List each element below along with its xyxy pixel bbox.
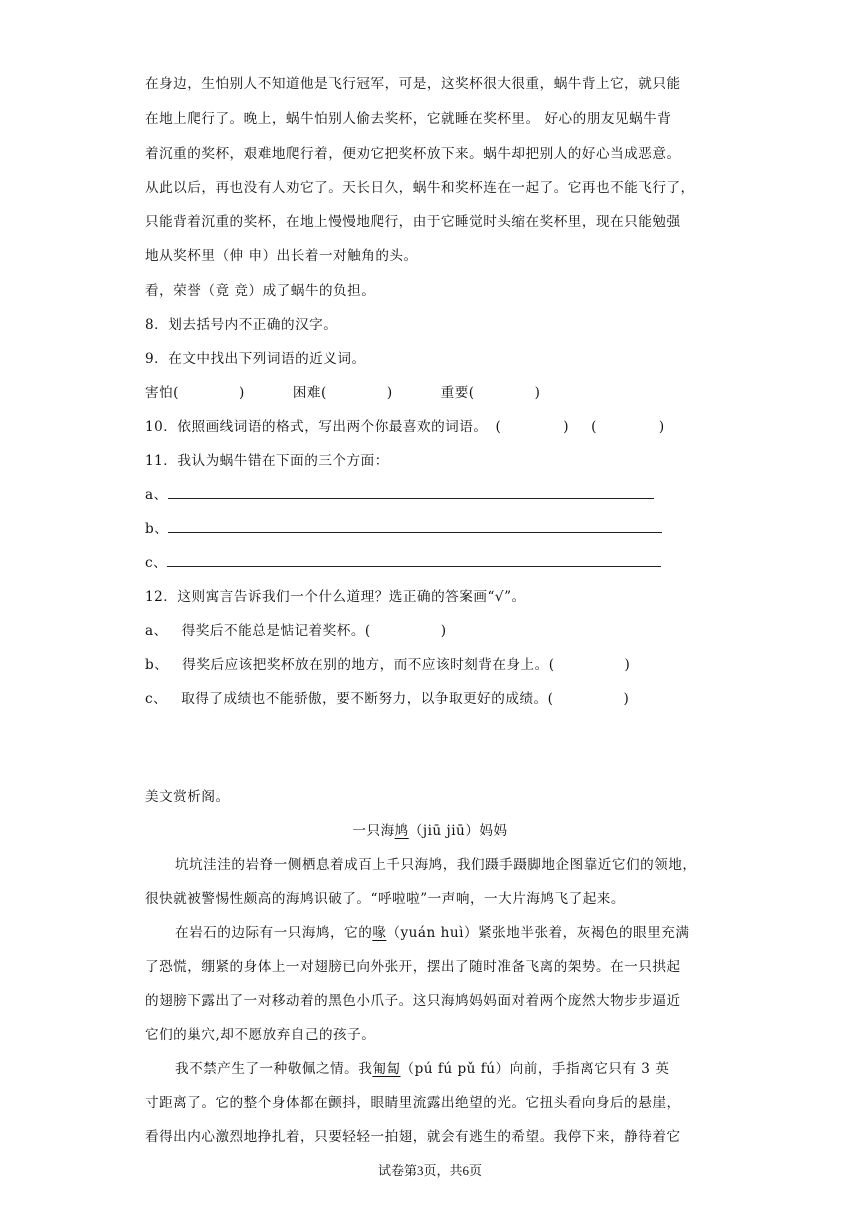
article-line: 在岩石的边际有一只海鸠，它的喙（yuán huì）紧张地半张着，灰褐色的眼里充满 xyxy=(175,925,690,941)
question-9: 9．在文中找出下列词语的近义词。 xyxy=(145,351,366,367)
article-line: 看得出内心激烈地挣扎着，只要轻轻一拍翅，就会有逃生的希望。我停下来，静待着它 xyxy=(145,1129,681,1145)
question-10: 10．依照画线词语的格式，写出两个你最喜欢的词语。 ( ) ( ) xyxy=(145,419,665,435)
q9-answer-row: 害怕( ) 困难( ) 重要( ) xyxy=(145,385,541,401)
passage-line: 地从奖杯里（伸 申）出长着一对触角的头。 xyxy=(145,248,418,264)
article-title: 一只海鸠（jiū jiū）妈妈 xyxy=(352,823,508,839)
article-line: 寸距离了。它的整个身体都在颤抖，眼睛里流露出绝望的光。它扭头看向身后的悬崖， xyxy=(145,1095,681,1111)
q9-word: 困难( xyxy=(292,385,327,401)
article-line: 很快就被警惕性颇高的海鸠识破了。“呼啦啦”一声响，一大片海鸠飞了起来。 xyxy=(145,891,625,907)
article-line: 的翅膀下露出了一对移动着的黑色小爪子。这只海鸠妈妈面对着两个庞然大物步步逼近 xyxy=(145,993,681,1009)
passage-line: 在地上爬行了。晚上，蜗牛怕别人偷去奖杯，它就睡在奖杯里。 好心的朋友见蜗牛背 xyxy=(145,111,672,127)
q12-option-a: a、 得奖后不能总是惦记着奖杯。( ) xyxy=(145,623,447,639)
answer-line[interactable] xyxy=(167,554,661,567)
question-8: 8．划去括号内不正确的汉字。 xyxy=(145,317,338,333)
question-12: 12．这则寓言告诉我们一个什么道理？选正确的答案画“√”。 xyxy=(145,589,526,605)
passage-line: 看，荣誉（竟 竞）成了蜗牛的负担。 xyxy=(145,283,376,299)
passage-line: 只能背着沉重的奖杯，在地上慢慢地爬行，由于它睡觉时头缩在奖杯里，现在只能勉强 xyxy=(145,214,681,230)
q9-word: 重要( xyxy=(440,385,475,401)
page-footer: 试卷第3页，共6页 xyxy=(377,1163,482,1178)
article-line: 我不禁产生了一种敬佩之情。我匍匐（pú fú pǔ fú）向前，手指离它只有 3 英 xyxy=(175,1061,670,1077)
answer-line[interactable] xyxy=(168,520,662,533)
q12-option-b: b、 得奖后应该把奖杯放在别的地方，而不应该时刻背在身上。( ) xyxy=(145,657,631,673)
article-line: 了恐慌，绷紧的身体上一对翅膀已向外张开，摆出了随时准备飞离的架势。在一只拱起 xyxy=(145,959,681,975)
article-line: 它们的巢穴,却不愿放弃自己的孩子。 xyxy=(145,1027,376,1043)
passage-line: 着沉重的奖杯，艰难地爬行着，便劝它把奖杯放下来。蜗牛却把别人的好心当成恶意。 xyxy=(145,146,681,162)
q12-option-c: c、 取得了成绩也不能骄傲，要不断努力，以争取更好的成绩。( ) xyxy=(145,691,630,707)
answer-line[interactable] xyxy=(168,486,654,499)
section-heading: 美文赏析阁。 xyxy=(145,789,230,805)
q11-answer-b: b、 xyxy=(145,517,662,537)
q11-answer-a: a、 xyxy=(145,483,654,503)
q9-word: 害怕( xyxy=(145,385,179,401)
q11-answer-c: c、 xyxy=(145,551,661,571)
article-line: 坑坑洼洼的岩脊一侧栖息着成百上千只海鸠，我们蹑手蹑脚地企图靠近它们的领地， xyxy=(175,857,697,873)
passage-line: 在身边，生怕别人不知道他是飞行冠军，可是，这奖杯很大很重，蜗牛背上它，就只能 xyxy=(145,76,681,92)
question-11: 11．我认为蜗牛错在下面的三个方面： xyxy=(145,453,389,469)
passage-line: 从此以后，再也没有人劝它了。天长日久，蜗牛和奖杯连在一起了。它再也不能飞行了， xyxy=(145,180,695,196)
